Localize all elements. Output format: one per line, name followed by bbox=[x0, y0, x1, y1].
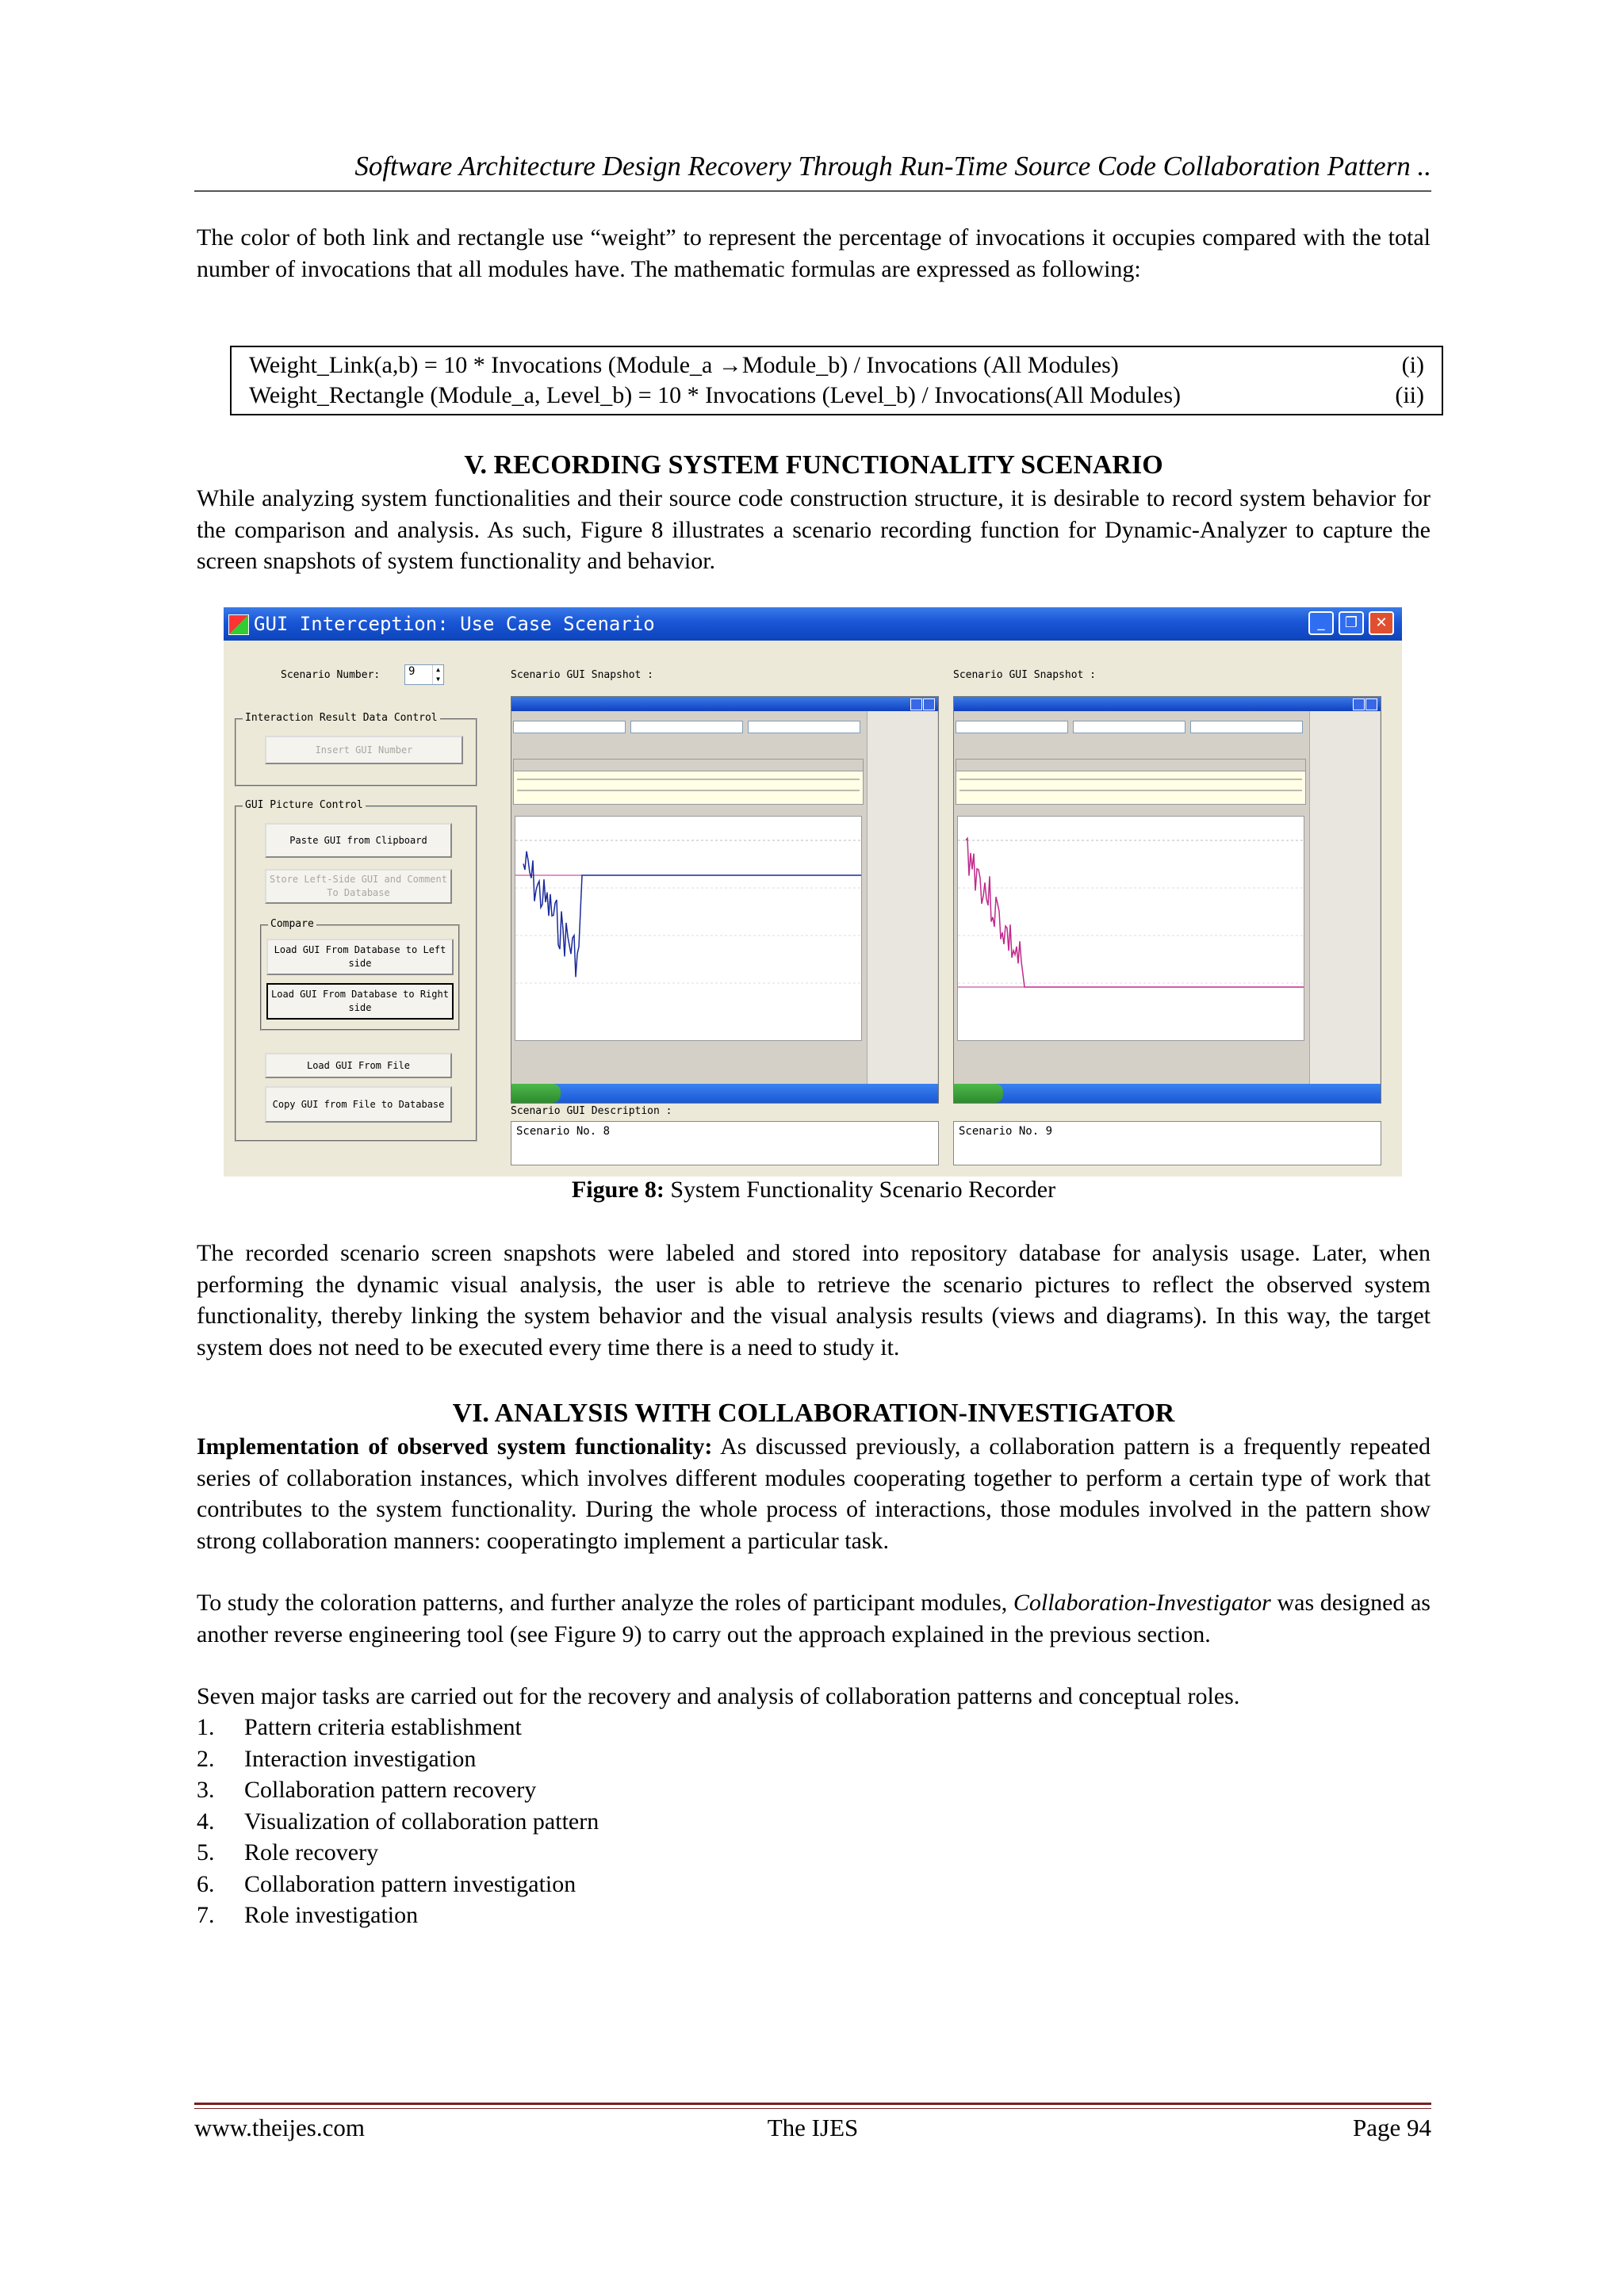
paragraph-body: was designed as another reverse engineering tool (see Figure 9) to carry out the approach explained in the previous section. bbox=[197, 1590, 1431, 1647]
snapshot-left bbox=[511, 696, 939, 1104]
paragraph-body: As discussed previously, a collaboration pattern is a frequently repeated series of collaboration instances, which involves different modules cooperating together to perform a certain type of work that contributes to the system functionality. During the whole process of interactions, those modules involved in the pattern show strong collaboration manners: cooperatingto implement a particular task. bbox=[197, 1433, 1431, 1554]
groupbox-title: Interaction Result Data Control bbox=[243, 712, 440, 724]
footer-rule bbox=[194, 2103, 1431, 2109]
window-title: GUI Interception: Use Case Scenario bbox=[254, 613, 655, 635]
section6-paragraph-1 bbox=[197, 1431, 1431, 1556]
section6-paragraph-2 bbox=[197, 1587, 1431, 1650]
spinner-arrows-icon[interactable]: ▲ ▼ bbox=[432, 665, 443, 684]
footer-journal: The IJES bbox=[767, 2114, 859, 2141]
snapshot-chart bbox=[958, 817, 1304, 1040]
figure-screenshot bbox=[224, 607, 1402, 1177]
snapshot-field bbox=[513, 721, 626, 733]
caption-text: System Functionality Scenario Recorder bbox=[664, 1177, 1056, 1203]
app-icon bbox=[228, 614, 249, 635]
minimize-icon[interactable]: _ bbox=[1308, 611, 1334, 635]
list-item: 6. Collaboration pattern investigation bbox=[197, 1870, 576, 1897]
section6-paragraph-3: Seven major tasks are carried out for the recovery and analysis of collaboration patterns and conceptual roles. bbox=[197, 1683, 1240, 1709]
formula-number: (i) bbox=[1401, 352, 1424, 378]
list-item: 7. Role investigation bbox=[197, 1902, 419, 1928]
scenario-number-label: Scenario Number: bbox=[281, 669, 381, 681]
paragraph-body: To study the coloration patterns, and further analyze the roles of participant modules, bbox=[197, 1590, 1013, 1616]
insert-gui-number-button[interactable]: Insert GUI Number bbox=[265, 736, 463, 764]
formula-number: (ii) bbox=[1395, 382, 1424, 408]
snapshot-titlebar bbox=[954, 697, 1381, 711]
list-item: 5. Role recovery bbox=[197, 1839, 379, 1866]
running-header: Software Architecture Design Recovery Through Run-Time Source Code Collaboration Pattern .. bbox=[354, 151, 1431, 182]
scenario-number-spinner[interactable] bbox=[404, 664, 444, 685]
section-heading: VI. ANALYSIS WITH COLLABORATION-INVESTIGATOR bbox=[452, 1399, 1175, 1428]
list-item: 3. Collaboration pattern recovery bbox=[197, 1777, 537, 1803]
description-left[interactable]: Scenario No. 8 bbox=[511, 1121, 939, 1165]
snapshot-grid bbox=[956, 759, 1306, 805]
formula-box bbox=[230, 346, 1443, 415]
close-icon[interactable]: ✕ bbox=[1369, 611, 1394, 635]
groupbox-title: GUI Picture Control bbox=[243, 799, 366, 811]
groupbox-title: Compare bbox=[268, 918, 316, 930]
snapshot-titlebar bbox=[511, 697, 938, 711]
header-rule bbox=[194, 190, 1431, 192]
tool-name: Collaboration-Investigator bbox=[1013, 1590, 1271, 1616]
load-from-file-button[interactable]: Load GUI From File bbox=[265, 1053, 452, 1078]
task-list bbox=[197, 1712, 599, 1931]
snapshot-taskbar bbox=[511, 1084, 938, 1103]
after-figure-paragraph: The recorded scenario screen snapshots were labeled and stored into repository database for analysis usage. Later, when performing the dynamic visual analysis, the user is able to retrieve the scenario pictures to reflect the observed system functionality, thereby linking the system behavior and the visual analysis results (views and diagrams). In this way, the target system does not need to be executed every time there is a need to study it. bbox=[197, 1240, 1431, 1360]
snapshot-label-left: Scenario GUI Snapshot : bbox=[511, 669, 654, 681]
load-right-button[interactable]: Load GUI From Database to Right side bbox=[266, 983, 454, 1020]
restore-icon[interactable]: ❐ bbox=[1339, 611, 1364, 635]
snapshot-plot bbox=[957, 816, 1304, 1041]
paragraph-lead: Implementation of observed system functionality: bbox=[197, 1433, 713, 1460]
snapshot-grid bbox=[513, 759, 864, 805]
snapshot-sidepanel bbox=[1309, 711, 1380, 1084]
snapshot-label-right: Scenario GUI Snapshot : bbox=[953, 669, 1097, 681]
store-gui-button[interactable]: Store Left-Side GUI and Comment To Database bbox=[265, 869, 452, 904]
list-item: 4. Visualization of collaboration pattern bbox=[197, 1808, 599, 1835]
list-item: 1. Pattern criteria establishment bbox=[197, 1714, 522, 1740]
caption-label: Figure 8: bbox=[571, 1177, 665, 1203]
footer-website[interactable]: www.theijes.com bbox=[194, 2114, 365, 2141]
snapshot-plot bbox=[515, 816, 862, 1041]
snapshot-field bbox=[1073, 721, 1185, 733]
scenario-number-value: 9 bbox=[408, 665, 416, 678]
snapshot-chart bbox=[515, 817, 861, 1040]
paste-gui-button[interactable]: Paste GUI from Clipboard bbox=[265, 823, 452, 858]
section5-paragraph: While analyzing system functionalities and their source code construction structure, it is desirable to record system behavior for the comparison and analysis. As such, Figure 8 illustrates a scenario recording function for Dynamic-Analyzer to capture the screen snapshots of system functionality and behavior. bbox=[197, 485, 1431, 574]
formula-expression: Weight_Rectangle (Module_a, Level_b) = 10 * Invocations (Level_b) / Invocations(All Modules) bbox=[249, 382, 1182, 408]
snapshot-taskbar bbox=[954, 1084, 1381, 1103]
snapshot-field bbox=[1190, 721, 1303, 733]
snapshot-field bbox=[630, 721, 743, 733]
formula-row bbox=[249, 352, 1424, 384]
load-left-button[interactable]: Load GUI From Database to Left side bbox=[266, 939, 454, 975]
description-label: Scenario GUI Description : bbox=[511, 1105, 672, 1117]
window-titlebar bbox=[224, 607, 1402, 641]
description-right[interactable]: Scenario No. 9 bbox=[953, 1121, 1381, 1165]
list-item: 2. Interaction investigation bbox=[197, 1745, 477, 1772]
snapshot-field bbox=[748, 721, 860, 733]
snapshot-right bbox=[953, 696, 1381, 1104]
figure-caption bbox=[197, 1177, 1431, 1203]
footer-page-number: Page 94 bbox=[1352, 2114, 1431, 2141]
snapshot-field bbox=[956, 721, 1068, 733]
section-heading: V. RECORDING SYSTEM FUNCTIONALITY SCENARIO bbox=[464, 450, 1163, 480]
formula-expression: Weight_Link(a,b) = 10 * Invocations (Module_a →Module_b) / Invocations (All Modules) bbox=[249, 352, 1119, 378]
intro-paragraph: The color of both link and rectangle use “weight” to represent the percentage of invocations it occupies compared with the total number of invocations that all modules have. The mathematic formulas are expressed as following: bbox=[197, 224, 1431, 282]
copy-gui-button[interactable]: Copy GUI from File to Database bbox=[265, 1086, 452, 1123]
formula-row bbox=[249, 382, 1424, 414]
snapshot-sidepanel bbox=[867, 711, 937, 1084]
